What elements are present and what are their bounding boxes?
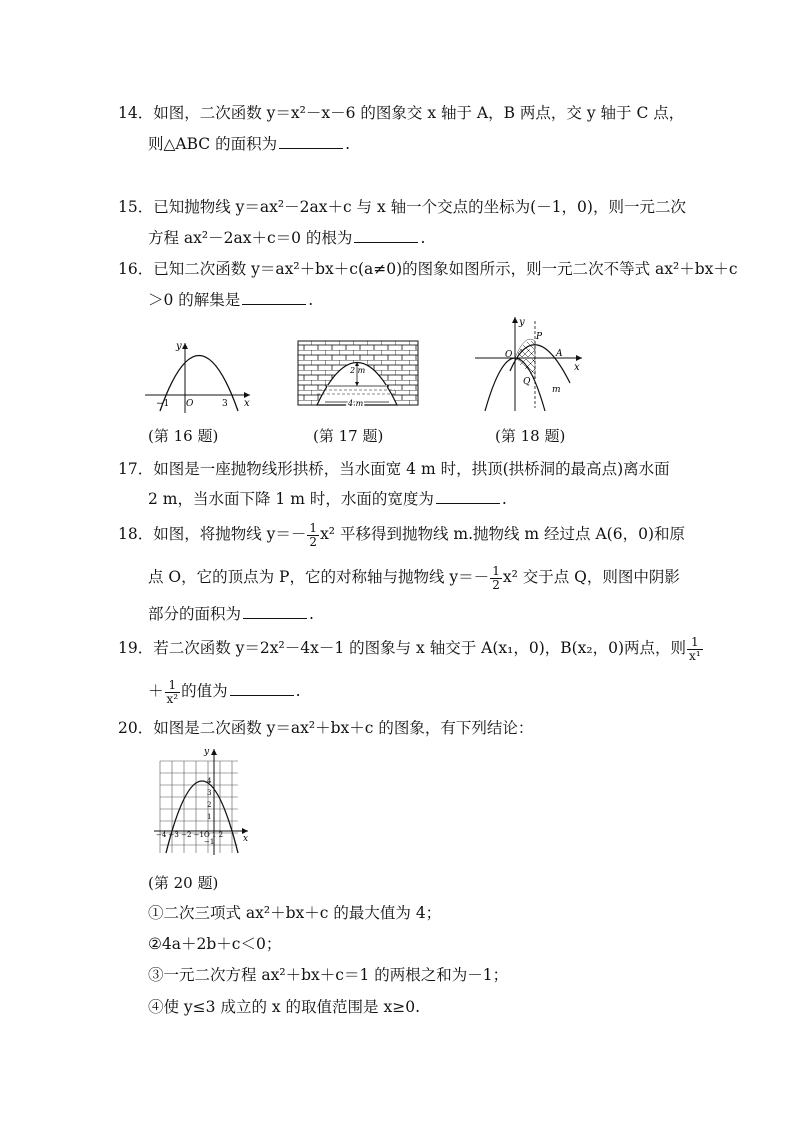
fig18-a-label: A bbox=[556, 349, 563, 359]
fig16-y-label: y bbox=[176, 341, 182, 352]
question-20-line-1: 20．如图是二次函数 y＝ax²＋bx＋c 的图象，有下列结论： bbox=[118, 719, 534, 737]
fig16-x-label: x bbox=[244, 398, 250, 409]
fig17-width-label: 4 m bbox=[348, 399, 364, 408]
conclusion-2: ②4a＋2b＋c＜0； bbox=[148, 935, 282, 953]
question-19-line-2 bbox=[148, 677, 301, 706]
fig20-ytick-1: 1 bbox=[207, 813, 212, 821]
fig20-ytick-2: 2 bbox=[207, 801, 212, 809]
fig18-y-label: y bbox=[519, 317, 525, 328]
answer-blank-16[interactable] bbox=[242, 290, 306, 305]
question-17-end: . bbox=[501, 490, 507, 508]
answer-blank-18[interactable] bbox=[243, 604, 307, 619]
question-19-end: . bbox=[295, 682, 301, 700]
question-19-text-2b: 的值为 bbox=[181, 682, 228, 700]
question-17-text: 2 m，当水面下降 1 m 时，水面的宽度为 bbox=[148, 490, 434, 508]
question-18-line-3 bbox=[148, 604, 314, 624]
question-15-line-2 bbox=[148, 228, 425, 248]
fraction-1-over-x2 bbox=[165, 679, 181, 706]
fraction-denominator: 2 bbox=[309, 534, 318, 549]
fig16-tick-3: 3 bbox=[222, 399, 228, 409]
answer-blank-17[interactable] bbox=[436, 489, 500, 504]
question-16-line-1: 16．已知二次函数 y＝ax²＋bx＋c(a≠0)的图象如图所示，则一元二次不等式 ax²＋bx＋c bbox=[118, 260, 738, 278]
question-18-text-2b: x² 交于点 Q，则图中阴影 bbox=[502, 568, 680, 586]
figure-18-caption: (第 18 题) bbox=[495, 427, 566, 445]
conclusion-1: ①二次三项式 ax²＋bx＋c 的最大值为 4； bbox=[148, 904, 442, 922]
question-15-end: . bbox=[420, 229, 426, 247]
fig16-tick-neg1: −1 bbox=[156, 399, 170, 409]
fig20-x-label: x bbox=[243, 834, 249, 844]
fraction-denominator: 2 bbox=[492, 577, 500, 592]
question-19-line-1 bbox=[118, 634, 704, 663]
answer-blank-19[interactable] bbox=[230, 681, 294, 696]
question-15-line-1: 15．已知抛物线 y＝ax²－2ax＋c 与 x 轴一个交点的坐标为(－1，0)，则一元二次 bbox=[118, 198, 686, 216]
fig20-xticks: −4 −3 −2 −1O 1 2 bbox=[156, 831, 224, 839]
question-15-text: 方程 ax²－2ax＋c＝0 的根为 bbox=[148, 229, 353, 247]
fig20-ytick-4: 4 bbox=[207, 777, 212, 785]
question-16-end: . bbox=[308, 291, 314, 309]
question-14-line-2 bbox=[148, 134, 350, 154]
fig20-y-label: y bbox=[204, 747, 210, 757]
figure-16-caption: (第 16 题) bbox=[148, 427, 219, 445]
fig20-ytick-neg1: −1 bbox=[204, 838, 215, 846]
question-14-text: 则△ABC 的面积为 bbox=[148, 135, 278, 153]
question-19-text-2a: ＋ bbox=[148, 682, 164, 700]
question-18-text-2a: 点 O，它的顶点为 P，它的对称轴与抛物线 y＝－ bbox=[148, 568, 490, 586]
fig20-ytick-3: 3 bbox=[207, 789, 212, 797]
fraction-numerator: 1 bbox=[165, 679, 181, 693]
fig18-origin-label: O bbox=[505, 350, 513, 360]
figure-17-caption: (第 17 题) bbox=[313, 427, 384, 445]
question-18-text-1a: 18．如图，将抛物线 y＝－ bbox=[118, 525, 307, 543]
fraction-1-over-x1 bbox=[687, 636, 703, 663]
question-19-text-1: 19．若二次函数 y＝2x²－4x－1 的图象与 x 轴交于 A(x₁，0)，B(x₂，0)两点，则 bbox=[118, 639, 687, 657]
figure-20-graph bbox=[144, 745, 254, 857]
fraction-one-half bbox=[490, 565, 502, 592]
fraction-denominator: x² bbox=[166, 691, 179, 706]
answer-blank-14[interactable] bbox=[279, 134, 343, 149]
question-18-text-3: 部分的面积为 bbox=[148, 605, 242, 623]
figure-16-graph bbox=[140, 335, 260, 415]
fraction-denominator: x¹ bbox=[689, 648, 701, 663]
question-18-text-1b: x² 平移得到抛物线 m.抛物线 m 经过点 A(6，0)和原 bbox=[320, 525, 685, 543]
fig18-q-label: Q bbox=[523, 377, 531, 387]
question-14-line-1: 14．如图，二次函数 y＝x²－x－6 的图象交 x 轴于 A，B 两点，交 y 轴于 C 点， bbox=[118, 104, 685, 122]
question-18-end: . bbox=[309, 605, 314, 623]
question-16-text: ＞0 的解集是 bbox=[148, 291, 241, 309]
fig18-p-label: P bbox=[536, 332, 543, 342]
question-17-line-1: 17．如图是一座抛物线形拱桥，当水面宽 4 m 时，拱顶(拱桥洞的最高点)离水面 bbox=[118, 460, 670, 478]
fraction-one-half bbox=[307, 522, 319, 549]
figure-17-bridge bbox=[297, 340, 419, 410]
figure-20-caption: (第 20 题) bbox=[148, 874, 219, 892]
conclusion-3: ③一元二次方程 ax²＋bx＋c＝1 的两根之和为－1； bbox=[148, 966, 509, 984]
fig18-x-label: x bbox=[574, 362, 580, 373]
question-17-line-2 bbox=[148, 489, 507, 509]
question-16-line-2 bbox=[148, 290, 313, 310]
fig16-origin-label: O bbox=[186, 399, 194, 409]
conclusion-4: ④使 y≤3 成立的 x 的取值范围是 x≥0. bbox=[148, 998, 421, 1016]
fraction-numerator: 1 bbox=[309, 520, 318, 535]
answer-blank-15[interactable] bbox=[354, 228, 418, 243]
question-18-line-2 bbox=[148, 563, 680, 592]
question-18-line-1 bbox=[118, 520, 685, 549]
question-14-end: . bbox=[345, 135, 351, 153]
fraction-numerator: 1 bbox=[492, 563, 500, 578]
fraction-numerator: 1 bbox=[687, 636, 703, 650]
figure-18-graph bbox=[470, 313, 585, 413]
fig17-height-label: 2 m bbox=[350, 366, 366, 375]
fig18-m-label: m bbox=[552, 385, 561, 395]
